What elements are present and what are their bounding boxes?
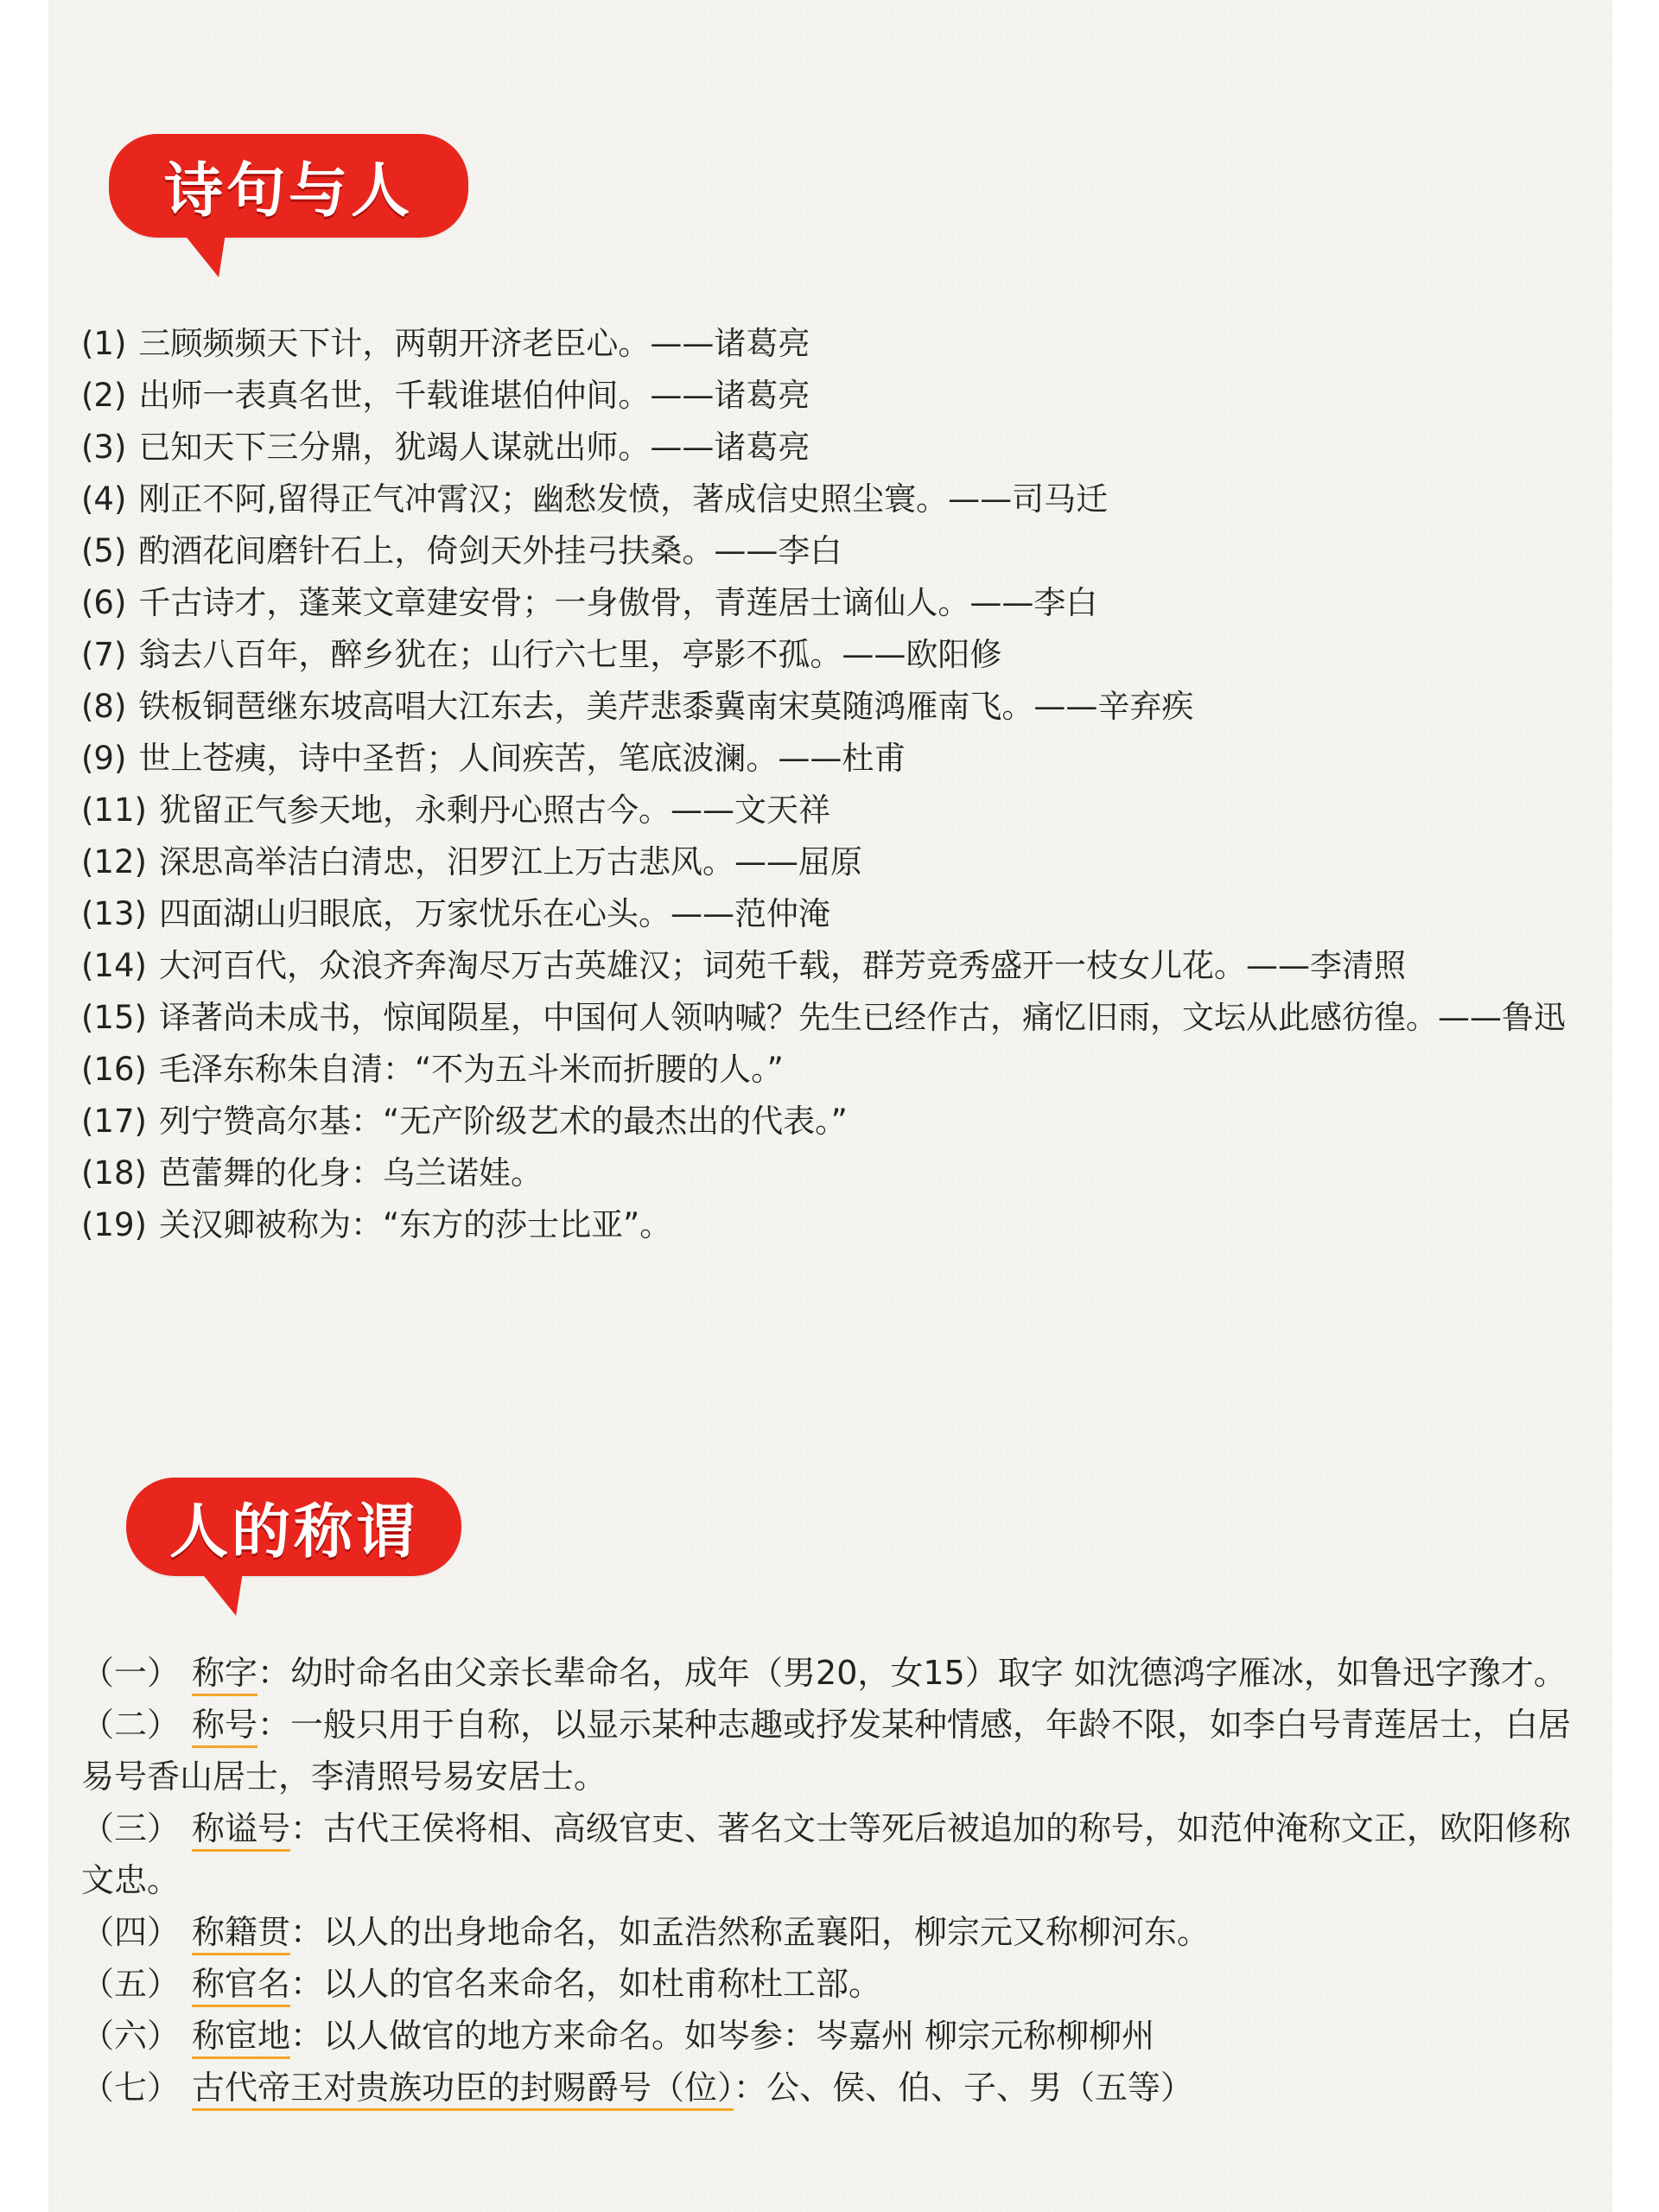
item-text: 芭蕾舞的化身：乌兰诺娃。 — [158, 1154, 543, 1192]
list-item — [81, 2010, 1585, 2062]
item-text: 列宁赞高尔基：“无产阶级艺术的最杰出的代表。” — [158, 1103, 848, 1140]
list-item — [81, 1906, 1585, 1958]
list-item — [81, 836, 1585, 888]
item-number: (15) — [81, 999, 147, 1036]
item-text: 三顾频频天下计，两朝开济老臣心。——诸葛亮 — [138, 325, 810, 362]
list-item — [81, 681, 1585, 733]
item-text: 关汉卿被称为：“东方的莎士比亚”。 — [158, 1206, 672, 1243]
item-term: 称谥号 — [192, 1809, 290, 1852]
item-text: 铁板铜琶继东坡高唱大江东去，美芹悲黍冀南宋莫随鸿雁南飞。——辛弃疾 — [138, 688, 1194, 725]
item-text: 千古诗才，蓬莱文章建安骨；一身傲骨，青莲居士谪仙人。——李白 — [138, 584, 1098, 621]
item-number: (14) — [81, 947, 147, 984]
item-text: 出师一表真名世，千载谁堪伯仲间。——诸葛亮 — [138, 377, 810, 414]
list-item — [81, 1147, 1585, 1199]
section-heading-badge — [126, 1478, 461, 1576]
list-item — [81, 1958, 1585, 2010]
item-number: （二） — [81, 1706, 181, 1744]
item-number: (13) — [81, 895, 147, 932]
title-list — [81, 1647, 1585, 2113]
list-item — [81, 370, 1585, 422]
item-number: （四） — [81, 1913, 181, 1951]
list-item — [81, 992, 1585, 1044]
list-item — [81, 629, 1585, 681]
item-term: 称官名 — [192, 1965, 290, 2007]
item-number: (9) — [81, 740, 127, 777]
list-item — [81, 1802, 1585, 1906]
item-number: （五） — [81, 1965, 181, 2003]
item-text: ：以人做官的地方来命名。如岑参：岑嘉州 柳宗元称柳柳州 — [290, 2017, 1155, 2055]
list-item — [81, 785, 1585, 836]
list-item — [81, 577, 1585, 629]
item-number: （三） — [81, 1809, 181, 1847]
section-heading: 诗句与人 — [163, 156, 413, 226]
item-text: ：古代王侯将相、高级官吏、著名文士等死后被追加的称号，如范仲淹称文正，欧阳修称文忠。 — [81, 1809, 1572, 1899]
item-number: (16) — [81, 1051, 147, 1088]
item-term: 称号 — [192, 1706, 257, 1748]
item-number: （六） — [81, 2017, 181, 2055]
poem-list — [81, 318, 1585, 1251]
item-term: 称籍贯 — [192, 1913, 290, 1955]
item-text: 已知天下三分鼎，犹竭人谋就出师。——诸葛亮 — [138, 429, 810, 466]
section-heading: 人的称谓 — [168, 1497, 418, 1567]
list-item — [81, 888, 1585, 940]
list-item — [81, 940, 1585, 992]
item-number: (6) — [81, 584, 127, 621]
list-item — [81, 525, 1585, 577]
item-text: 毛泽东称朱自清：“不为五斗米而折腰的人。” — [158, 1051, 784, 1088]
item-number: (5) — [81, 532, 127, 569]
list-item — [81, 1199, 1585, 1251]
list-item — [81, 2062, 1585, 2113]
item-text: ：一般只用于自称，以显示某种志趣或抒发某种情感，年龄不限，如李白号青莲居士，白居易号香山居士，李清照号易安居士。 — [81, 1706, 1572, 1796]
item-text: ：公、侯、伯、子、男（五等） — [734, 2069, 1194, 2107]
item-number: (1) — [81, 325, 127, 362]
list-item — [81, 422, 1585, 474]
item-text: 犹留正气参天地，永剩丹心照古今。——文天祥 — [158, 791, 830, 829]
item-text: ：幼时命名由父亲长辈命名，成年（男20，女15）取字 如沈德鸿字雁冰，如鲁迅字豫才。 — [257, 1654, 1567, 1692]
item-text: 刚正不阿,留得正气冲霄汉；幽愁发愤，著成信史照尘寰。——司马迁 — [138, 480, 1109, 518]
list-item — [81, 474, 1585, 525]
item-text: ：以人的出身地命名，如孟浩然称孟襄阳，柳宗元又称柳河东。 — [290, 1913, 1211, 1951]
item-number: （七） — [81, 2069, 181, 2107]
list-item — [81, 1647, 1585, 1699]
item-text: 深思高举洁白清忠，汨罗江上万古悲风。——屈原 — [158, 843, 862, 880]
item-number: (18) — [81, 1154, 147, 1192]
item-text: 译著尚未成书，惊闻陨星，中国何人领呐喊？先生已经作古，痛忆旧雨，文坛从此感彷徨。——鲁迅 — [158, 999, 1566, 1036]
item-text: 四面湖山归眼底，万家忧乐在心头。——范仲淹 — [158, 895, 830, 932]
item-text: 翁去八百年，醉乡犹在；山行六七里，亭影不孤。——欧阳修 — [138, 636, 1002, 673]
item-number: (7) — [81, 636, 127, 673]
item-text: 酌酒花间磨针石上，倚剑天外挂弓扶桑。——李白 — [138, 532, 842, 569]
item-text: 大河百代，众浪齐奔淘尽万古英雄汉；词苑千载，群芳竞秀盛开一枝女儿花。——李清照 — [158, 947, 1406, 984]
item-term: 称字 — [192, 1654, 257, 1696]
item-text: 世上苍痍，诗中圣哲；人间疾苦，笔底波澜。——杜甫 — [138, 740, 906, 777]
list-item — [81, 1096, 1585, 1147]
item-number: (8) — [81, 688, 127, 725]
list-item — [81, 1044, 1585, 1096]
item-number: (17) — [81, 1103, 147, 1140]
item-text: ：以人的官名来命名，如杜甫称杜工部。 — [290, 1965, 882, 2003]
list-item — [81, 1699, 1585, 1802]
section-heading-badge — [109, 134, 468, 238]
item-term: 古代帝王对贵族功臣的封赐爵号（位） — [192, 2069, 734, 2111]
item-number: (11) — [81, 791, 147, 829]
item-number: (3) — [81, 429, 127, 466]
item-term: 称宦地 — [192, 2017, 290, 2059]
item-number: (12) — [81, 843, 147, 880]
item-number: (2) — [81, 377, 127, 414]
list-item — [81, 318, 1585, 370]
item-number: (4) — [81, 480, 127, 518]
item-number: (19) — [81, 1206, 147, 1243]
item-number: （一） — [81, 1654, 181, 1692]
list-item — [81, 733, 1585, 785]
